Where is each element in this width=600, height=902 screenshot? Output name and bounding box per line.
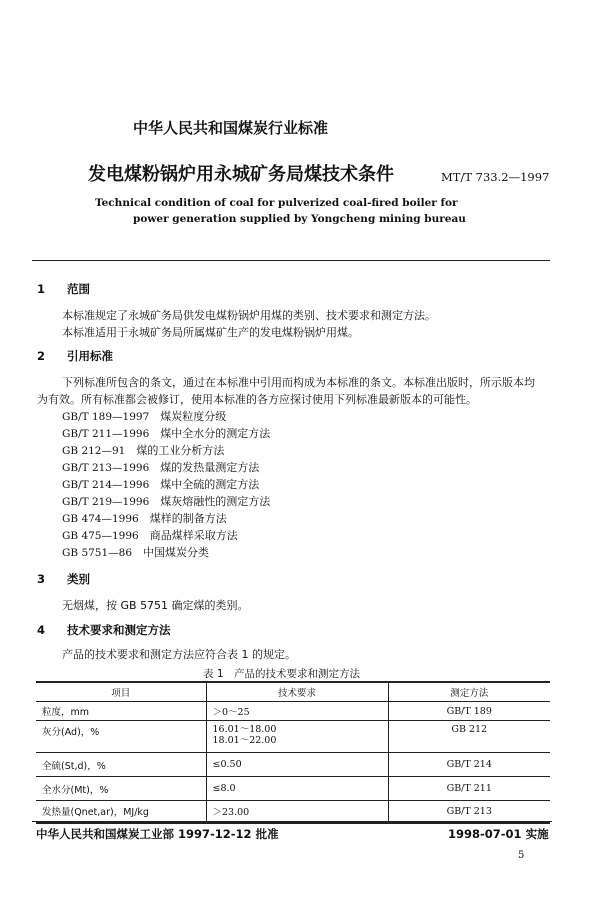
reference-item: GB/T 211—1996 煤中全水分的测定方法 (62, 427, 271, 440)
table-row (36, 702, 550, 721)
section-2-title: 引用标准 (67, 349, 113, 363)
section-4-title: 技术要求和测定方法 (67, 623, 171, 637)
table-cell-method: GB/T 213 (388, 801, 550, 823)
table-cell-item: 全硫(St,d)，% (36, 753, 206, 777)
section-2-heading (37, 348, 113, 364)
section-1-para-1: 本标准规定了永城矿务局供发电煤粉锅炉用煤的类别、技术要求和测定方法。 (62, 309, 436, 322)
section-2-para-1a: 下列标准所包含的条文，通过在本标准中引用而构成为本标准的条文。本标准出版时，所示版本均 (62, 376, 535, 389)
section-3-heading (37, 571, 90, 587)
table-row (36, 753, 550, 777)
requirement-range-2: 18.01～22.00 (212, 735, 277, 746)
standard-number: MT/T 733.2—1997 (441, 170, 550, 184)
table-cell-item: 灰分(Ad)，% (36, 721, 206, 753)
table-header-row (36, 682, 550, 702)
table-cell-method: GB/T 211 (388, 777, 550, 801)
reference-item: GB/T 189—1997 煤炭粒度分级 (62, 410, 227, 423)
requirement-range-1: 16.01～18.00 (212, 724, 277, 735)
spec-table (36, 681, 550, 824)
table-cell-requirement: ≤0.50 (206, 753, 388, 777)
table-cell-requirement: ＞0～25 (206, 702, 388, 721)
section-1-title: 范围 (67, 282, 90, 296)
table-cell-item: 粒度，mm (36, 702, 206, 721)
table-row (36, 721, 550, 753)
header-divider (32, 260, 550, 261)
section-4-number: 4 (37, 623, 46, 637)
reference-item: GB 475—1996 商品煤样采取方法 (62, 529, 238, 542)
section-4-para-1: 产品的技术要求和测定方法应符合表 1 的规定。 (62, 648, 296, 661)
reference-item: GB 212—91 煤的工业分析方法 (62, 444, 225, 457)
table-cell-method: GB 212 (388, 721, 550, 753)
reference-item: GB/T 214—1996 煤中全硫的测定方法 (62, 478, 260, 491)
footer-divider (32, 821, 552, 822)
reference-item: GB 5751—86 中国煤炭分类 (62, 546, 210, 559)
section-3-para-1: 无烟煤，按 GB 5751 确定煤的类别。 (62, 599, 249, 612)
section-3-title: 类别 (67, 572, 90, 586)
section-3-number: 3 (37, 572, 46, 586)
table-cell-requirement: ≤8.0 (206, 777, 388, 801)
table-header-cell: 技术要求 (206, 682, 388, 702)
implementation-date: 1998-07-01 实施 (448, 827, 549, 841)
reference-item: GB 474—1996 煤样的制备方法 (62, 512, 227, 525)
table-row (36, 777, 550, 801)
table-cell-item: 发热量(Qnet,ar)，MJ/kg (36, 801, 206, 823)
table-caption: 表 1 产品的技术要求和测定方法 (203, 668, 361, 680)
section-2-number: 2 (37, 349, 46, 363)
approval-line: 中华人民共和国煤炭工业部 1997-12-12 批准 (36, 827, 279, 841)
standard-title-cn: 发电煤粉锅炉用永城矿务局煤技术条件 (88, 164, 394, 185)
table-header-cell: 项目 (36, 682, 206, 702)
standard-title-en-line2: power generation supplied by Yongcheng mining bureau (133, 213, 466, 225)
issuing-organization: 中华人民共和国煤炭行业标准 (133, 119, 329, 137)
reference-item: GB/T 219—1996 煤灰熔融性的测定方法 (62, 495, 271, 508)
table-cell-method: GB/T 189 (388, 702, 550, 721)
section-1-heading (37, 281, 90, 297)
table-cell-item: 全水分(Mt)，% (36, 777, 206, 801)
standard-title-en-line1: Technical condition of coal for pulverized coal-fired boiler for (95, 197, 458, 209)
table-cell-method: GB/T 214 (388, 753, 550, 777)
section-1-number: 1 (37, 282, 46, 296)
section-2-para-1b: 为有效。所有标准都会被修订，使用本标准的各方应探讨使用下列标准最新版本的可能性。 (37, 393, 477, 406)
table-cell-requirement: ＞23.00 (206, 801, 388, 823)
section-4-heading (37, 622, 171, 638)
table-row (36, 801, 550, 823)
section-1-para-2: 本标准适用于永城矿务局所属煤矿生产的发电煤粉锅炉用煤。 (62, 326, 359, 339)
table-header-cell: 测定方法 (388, 682, 550, 702)
reference-item: GB/T 213—1996 煤的发热量测定方法 (62, 461, 260, 474)
page-number: 5 (518, 850, 525, 861)
table-cell-requirement (206, 721, 388, 753)
